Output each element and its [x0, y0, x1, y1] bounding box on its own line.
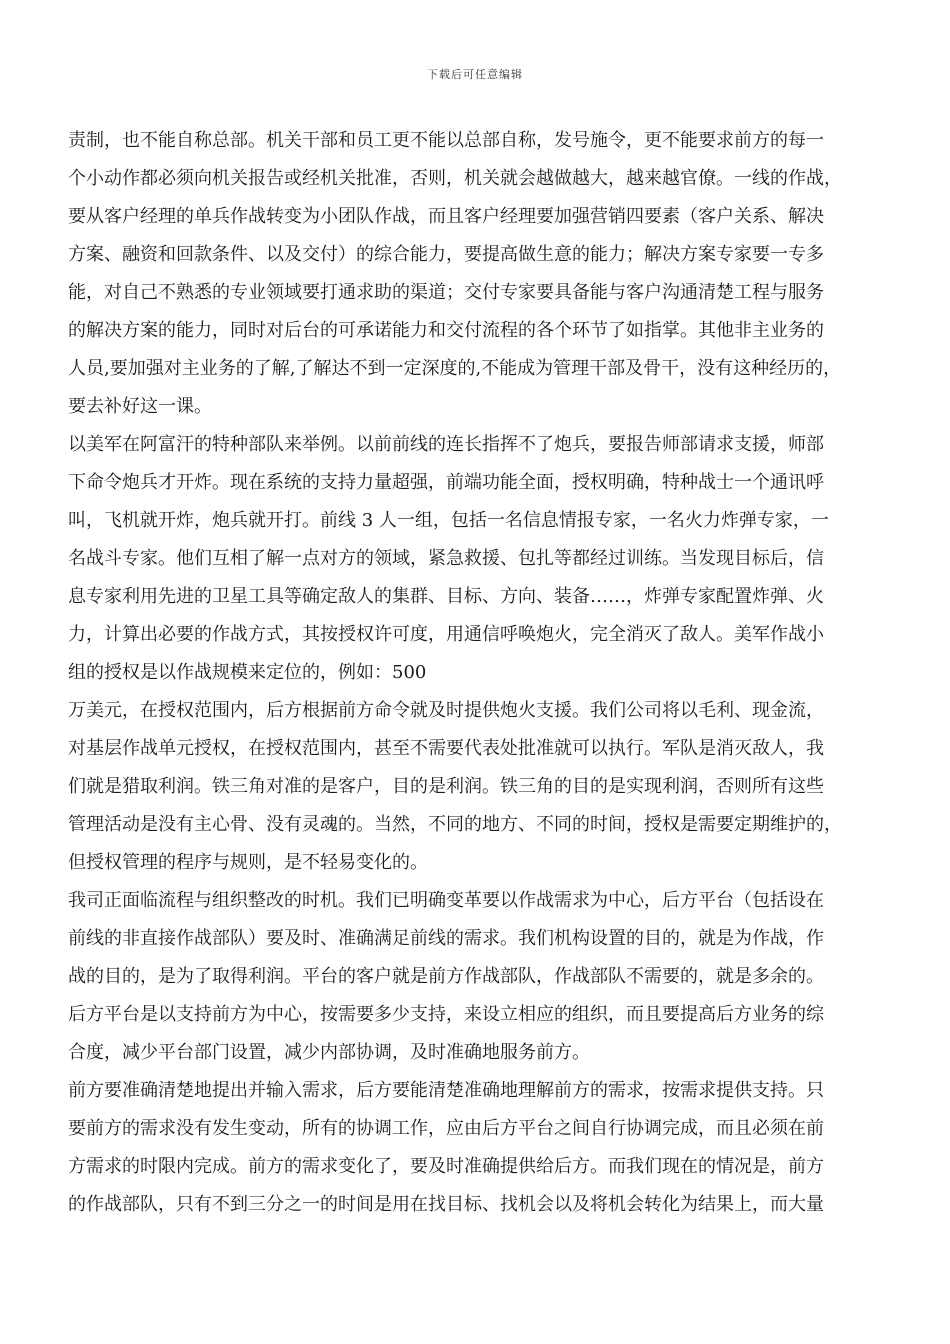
text-line: 但授权管理的程序与规则，是不轻易变化的。 [68, 852, 428, 873]
text-line: 对基层作战单元授权，在授权范围内，甚至不需要代表处批准就可以执行。军队是消灭敌人，我 [68, 738, 824, 759]
text-line: 的作战部队，只有不到三分之一的时间是用在找目标、找机会以及将机会转化为结果上，而大量 [68, 1194, 824, 1215]
text-line: 们就是猎取利润。铁三角对准的是客户，目的是利润。铁三角的目的是实现利润，否则所有这些 [68, 776, 824, 797]
document-body [68, 122, 882, 1224]
text-line: 力，计算出必要的作战方式，其按授权许可度，用通信呼唤炮火，完全消灭了敌人。美军作战小 [68, 624, 824, 645]
text-line: 我司正面临流程与组织整改的时机。我们已明确变革要以作战需求为中心，后方平台（包括设在 [68, 890, 824, 911]
text-line: 万美元，在授权范围内，后方根据前方命令就及时提供炮火支援。我们公司将以毛利、现金流， [68, 700, 824, 721]
text-line: 管理活动是没有主心骨、没有灵魂的。当然，不同的地方、不同的时间，授权是需要定期维护的， [68, 814, 842, 835]
text-line: 人员,要加强对主业务的了解,了解达不到一定深度的,不能成为管理干部及骨干，没有这种经历的， [68, 358, 842, 379]
text-line: 叫，飞机就开炸，炮兵就开打。前线 3 人一组，包括一名信息情报专家，一名火力炸弹专家，一 [68, 510, 829, 531]
text-line: 要从客户经理的单兵作战转变为小团队作战，而且客户经理要加强营销四要素（客户关系、解决 [68, 206, 824, 227]
text-line: 下命令炮兵才开炸。现在系统的支持力量超强，前端功能全面，授权明确，特种战士一个通讯呼 [68, 472, 824, 493]
text-line: 方需求的时限内完成。前方的需求变化了，要及时准确提供给后方。而我们现在的情况是，前方 [68, 1156, 824, 1177]
text-line: 合度，减少平台部门设置，减少内部协调，及时准确地服务前方。 [68, 1042, 590, 1063]
text-line: 战的目的，是为了取得利润。平台的客户就是前方作战部队，作战部队不需要的，就是多余的。 [68, 966, 824, 987]
text-line: 息专家利用先进的卫星工具等确定敌人的集群、目标、方向、装备……，炸弹专家配置炸弹、火 [68, 586, 824, 607]
text-line: 组的授权是以作战规模来定位的，例如：500 [68, 662, 427, 683]
text-line: 方案、融资和回款条件、以及交付）的综合能力，要提高做生意的能力；解决方案专家要一专多 [68, 244, 824, 265]
text-line: 要前方的需求没有发生变动，所有的协调工作，应由后方平台之间自行协调完成，而且必须在前 [68, 1118, 824, 1139]
text-line: 个小动作都必须向机关报告或经机关批准，否则，机关就会越做越大，越来越官僚。一线的作战， [68, 168, 842, 189]
text-line: 后方平台是以支持前方为中心，按需要多少支持，来设立相应的组织，而且要提高后方业务的综 [68, 1004, 824, 1025]
text-line: 名战斗专家。他们互相了解一点对方的领域，紧急救援、包扎等都经过训练。当发现目标后，信 [68, 548, 824, 569]
text-line: 责制，也不能自称总部。机关干部和员工更不能以总部自称，发号施令，更不能要求前方的每一 [68, 130, 824, 151]
page-header: 下载后可任意编辑 [427, 68, 523, 81]
text-line: 能，对自己不熟悉的专业领域要打通求助的渠道；交付专家要具备能与客户沟通清楚工程与服务 [68, 282, 824, 303]
text-line: 前方要准确清楚地提出并输入需求，后方要能清楚准确地理解前方的需求，按需求提供支持。只 [68, 1080, 824, 1101]
text-line: 前线的非直接作战部队）要及时、准确满足前线的需求。我们机构设置的目的，就是为作战，作 [68, 928, 824, 949]
text-line: 的解决方案的能力，同时对后台的可承诺能力和交付流程的各个环节了如指掌。其他非主业务的 [68, 320, 824, 341]
text-line: 要去补好这一课。 [68, 396, 212, 417]
text-line: 以美军在阿富汗的特种部队来举例。以前前线的连长指挥不了炮兵，要报告师部请求支援，师部 [68, 434, 824, 455]
